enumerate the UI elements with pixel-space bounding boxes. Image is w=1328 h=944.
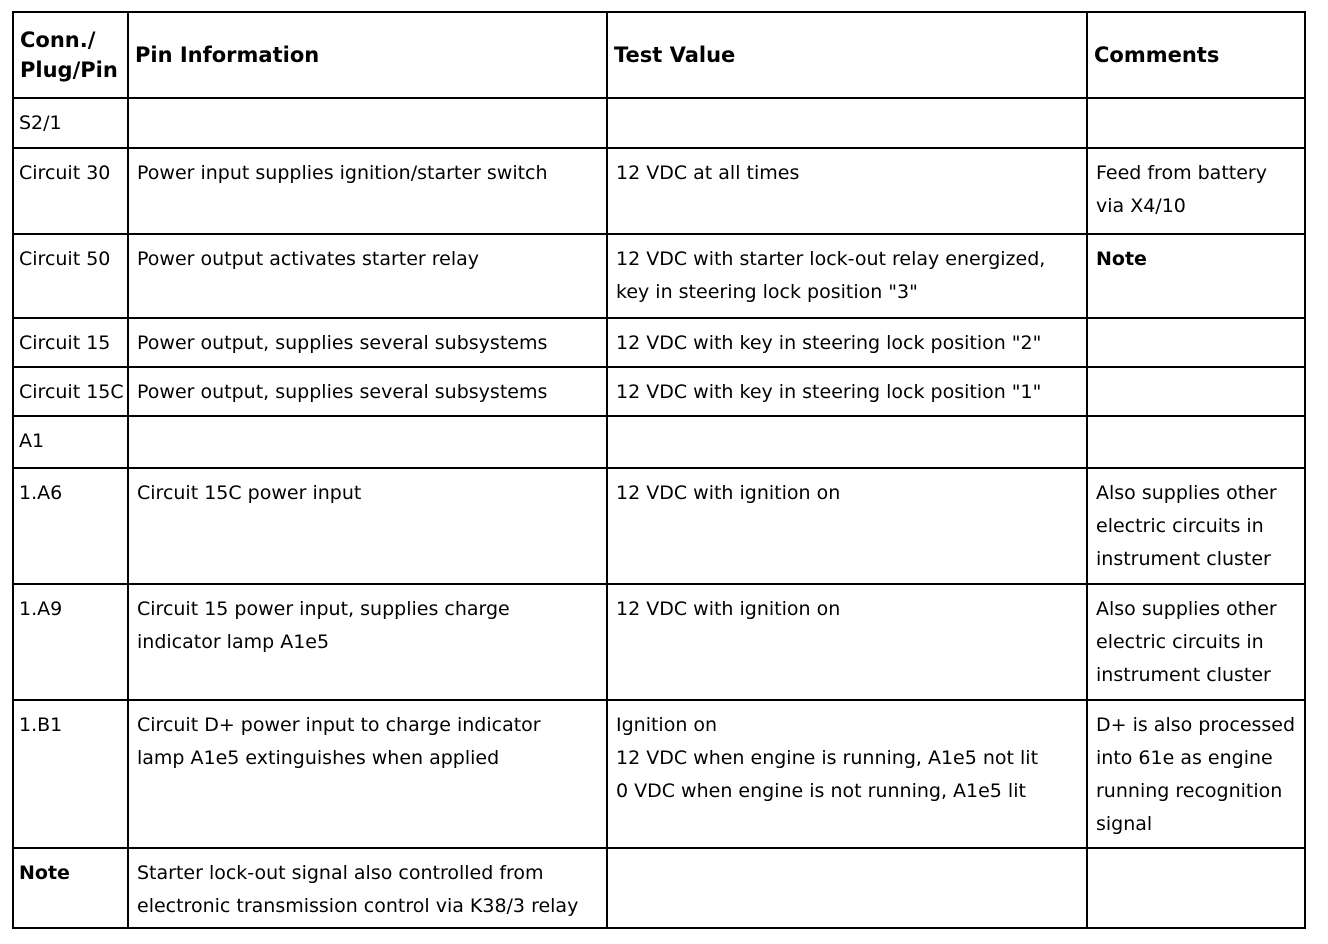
- table-row: [13, 848, 1305, 928]
- table-row: [13, 367, 1305, 416]
- cell-pin-info: Power output, supplies several subsystems: [128, 318, 607, 367]
- cell-comments: [1087, 416, 1305, 468]
- table-row: [13, 584, 1305, 700]
- table-row: [13, 318, 1305, 367]
- cell-pin-info: Power output activates starter relay: [128, 234, 607, 318]
- header-conn: Conn./ Plug/Pin: [13, 12, 128, 98]
- cell-comments: Also supplies other electric circuits in instrument cluster: [1087, 584, 1305, 700]
- pin-information-table: [12, 11, 1306, 929]
- header-comments: Comments: [1087, 12, 1305, 98]
- header-test-value: Test Value: [607, 12, 1087, 98]
- cell-pin-info: Circuit 15 power input, supplies charge indicator lamp A1e5: [128, 584, 607, 700]
- cell-conn: Circuit 15C: [13, 367, 128, 416]
- cell-conn: 1.A9: [13, 584, 128, 700]
- cell-test-value: 12 VDC with key in steering lock position "1": [607, 367, 1087, 416]
- table-row: [13, 234, 1305, 318]
- cell-conn: 1.B1: [13, 700, 128, 848]
- table-row: [13, 148, 1305, 234]
- cell-pin-info: Circuit D+ power input to charge indicator lamp A1e5 extinguishes when applied: [128, 700, 607, 848]
- cell-conn: Note: [13, 848, 128, 928]
- cell-test-value: 12 VDC with ignition on: [607, 584, 1087, 700]
- cell-pin-info: Power input supplies ignition/starter switch: [128, 148, 607, 234]
- header-row: [13, 12, 1305, 98]
- cell-test-value: 12 VDC with starter lock-out relay energized, key in steering lock position "3": [607, 234, 1087, 318]
- cell-pin-info: [128, 98, 607, 148]
- cell-conn: Circuit 50: [13, 234, 128, 318]
- cell-pin-info: Power output, supplies several subsystems: [128, 367, 607, 416]
- cell-comments: Feed from battery via X4/10: [1087, 148, 1305, 234]
- cell-conn: A1: [13, 416, 128, 468]
- cell-pin-info: [128, 416, 607, 468]
- cell-pin-info: Circuit 15C power input: [128, 468, 607, 584]
- table-row: [13, 98, 1305, 148]
- cell-test-value: 12 VDC with ignition on: [607, 468, 1087, 584]
- cell-comments: D+ is also processed into 61e as engine running recognition signal: [1087, 700, 1305, 848]
- cell-test-value: [607, 848, 1087, 928]
- cell-comments: [1087, 318, 1305, 367]
- table-row: [13, 416, 1305, 468]
- table-row: [13, 468, 1305, 584]
- cell-comments: [1087, 848, 1305, 928]
- cell-comments: Also supplies other electric circuits in instrument cluster: [1087, 468, 1305, 584]
- cell-test-value: [607, 416, 1087, 468]
- cell-test-value: [607, 98, 1087, 148]
- header-pin-information: Pin Information: [128, 12, 607, 98]
- cell-test-value: 12 VDC with key in steering lock position "2": [607, 318, 1087, 367]
- cell-conn: 1.A6: [13, 468, 128, 584]
- cell-conn: S2/1: [13, 98, 128, 148]
- cell-pin-info: Starter lock-out signal also controlled from electronic transmission control via K38/3 relay: [128, 848, 607, 928]
- cell-conn: Circuit 30: [13, 148, 128, 234]
- cell-test-value: Ignition on 12 VDC when engine is running, A1e5 not lit 0 VDC when engine is not running, A1e5 lit: [607, 700, 1087, 848]
- cell-comments: Note: [1087, 234, 1305, 318]
- table-row: [13, 700, 1305, 848]
- cell-test-value: 12 VDC at all times: [607, 148, 1087, 234]
- cell-comments: [1087, 367, 1305, 416]
- cell-conn: Circuit 15: [13, 318, 128, 367]
- cell-comments: [1087, 98, 1305, 148]
